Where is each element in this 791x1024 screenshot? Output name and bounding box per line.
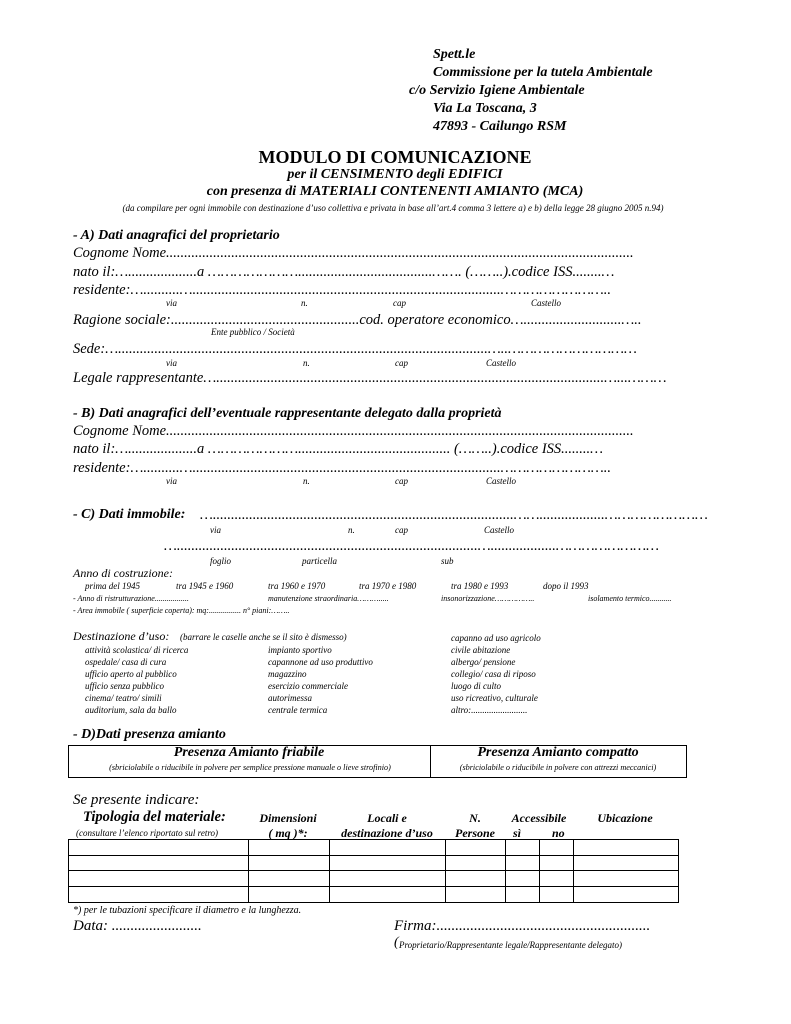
b-res-label-castello: Castello xyxy=(486,476,517,486)
anno-option-3[interactable]: tra 1960 e 1970 xyxy=(268,581,326,591)
c-label-sub: sub xyxy=(441,556,454,566)
address-line-4: Via La Toscana, 3 xyxy=(433,101,537,116)
form-subtitle-2: con presenza di MATERIALI CONTENENTI AMIANTO (MCA) xyxy=(206,184,584,199)
col-ubicazione-header: Ubicazione xyxy=(597,811,653,825)
b-res-label-n: n. xyxy=(303,476,310,486)
a-sede-label-via: via xyxy=(166,358,177,368)
anno-costruzione-label: Anno di costruzione: xyxy=(73,566,173,580)
footnote: *) per le tubazioni specificare il diametro e la lunghezza. xyxy=(73,905,302,916)
materials-table-border xyxy=(68,839,679,903)
b-res-label-via: via xyxy=(166,476,177,486)
col-persone-sub: Persone xyxy=(455,826,495,840)
table-col-divider xyxy=(505,839,506,902)
dest-option[interactable]: civile abitazione xyxy=(451,645,511,655)
b-res-label-cap: cap xyxy=(395,476,408,486)
manutenzione-field[interactable]: manutenzione straordinaria………..... xyxy=(268,594,389,603)
dest-option[interactable]: attività scolastica/ di ricerca xyxy=(85,645,189,655)
firma-field[interactable]: Firma:......................................................... xyxy=(394,918,651,934)
a-res-label-via: via xyxy=(166,298,177,308)
dest-option[interactable]: autorimessa xyxy=(268,693,313,703)
table-col-divider xyxy=(248,839,249,902)
table-row-divider xyxy=(68,870,678,871)
col-dimensioni-header: Dimensioni xyxy=(259,811,317,825)
dest-option[interactable]: cinema/ teatro/ simili xyxy=(85,693,162,703)
dest-option[interactable]: auditorium, sala da ballo xyxy=(85,705,177,715)
compatto-note: (sbriciolabile o riducibile in polvere con attrezzi meccanici) xyxy=(459,763,657,772)
a-ragione-sociale-field[interactable]: Ragione sociale:....................................................cod. operatore economico…...........................….. xyxy=(73,312,642,328)
col-accessibile-header: Accessibile xyxy=(511,811,567,825)
a-res-label-n: n. xyxy=(301,298,308,308)
col-tipologia-note: (consultare l’elenco riportato sul retro) xyxy=(76,828,218,838)
friabile-title[interactable]: Presenza Amianto friabile xyxy=(173,745,325,760)
address-line-2: Commissione per la tutela Ambientale xyxy=(433,65,653,80)
a-res-label-cap: cap xyxy=(393,298,406,308)
col-accessibile-si: sì xyxy=(513,826,522,840)
table-row-divider xyxy=(68,855,678,856)
c-label-castello: Castello xyxy=(484,525,515,535)
dest-option[interactable]: capanno ad uso agricolo xyxy=(451,633,541,643)
c-address-field[interactable]: …...................................................................................……..................…………………… xyxy=(200,507,708,523)
dest-option[interactable]: ufficio senza pubblico xyxy=(85,681,164,691)
dest-option[interactable]: uso ricreativo, culturale xyxy=(451,693,538,703)
col-locali-header: Locali e xyxy=(367,811,407,825)
a-sede-label-castello: Castello xyxy=(486,358,517,368)
dest-option[interactable]: capannone ad uso produttivo xyxy=(268,657,373,667)
friabile-note: (sbriciolabile o riducibile in polvere per semplice pressione manuale o lieve strofinio) xyxy=(109,763,391,772)
c-label-via: via xyxy=(210,525,221,535)
anno-option-5[interactable]: tra 1980 e 1993 xyxy=(451,581,509,591)
a-sede-label-n: n. xyxy=(303,358,310,368)
table-col-divider xyxy=(445,839,446,902)
form-subtitle-1: per il CENSIMENTO degli EDIFICI xyxy=(287,167,503,182)
table-col-divider xyxy=(329,839,330,902)
dest-option[interactable]: ufficio aperto al pubblico xyxy=(85,669,177,679)
anno-option-6[interactable]: dopo il 1993 xyxy=(543,581,589,591)
section-c-heading: - C) Dati immobile: xyxy=(73,507,186,522)
dest-option[interactable]: altro:......................... xyxy=(451,705,528,715)
anno-option-1[interactable]: prima del 1945 xyxy=(85,581,140,591)
address-line-5: 47893 - Cailungo RSM xyxy=(433,119,567,134)
table-col-divider xyxy=(539,839,540,902)
a-nato-field[interactable]: nato il:…...................a ………………….....................................……. (……..).codice ISS........… xyxy=(73,264,615,280)
anno-option-2[interactable]: tra 1945 e 1960 xyxy=(176,581,234,591)
data-field[interactable]: Data: ........................ xyxy=(73,918,202,934)
dest-option[interactable]: centrale termica xyxy=(268,705,328,715)
firma-note-paren: ( xyxy=(394,935,399,950)
presence-divider xyxy=(430,745,431,777)
a-sede-field[interactable]: Sede:…......................................................................................................…..………………………… xyxy=(73,341,637,357)
a-res-label-castello: Castello xyxy=(531,298,562,308)
b-nato-field[interactable]: nato il:…...................a ………………….......................................... (……..).codice ISS........… xyxy=(73,441,604,457)
firma-note: Proprietario/Rappresentante legale/Rappresentante delegato) xyxy=(399,940,622,950)
dest-option[interactable]: luogo di culto xyxy=(451,681,501,691)
c-label-foglio: foglio xyxy=(210,556,232,566)
dest-option[interactable]: collegio/ casa di riposo xyxy=(451,669,536,679)
address-line-1: Spett.le xyxy=(433,47,476,62)
section-a-heading: - A) Dati anagrafici del proprietario xyxy=(73,228,280,243)
se-presente-label: Se presente indicare: xyxy=(73,792,200,808)
insonorizzazione-field[interactable]: insonorizzazione…………….. xyxy=(441,594,535,603)
destinazione-label: Destinazione d’uso: xyxy=(73,629,170,643)
compatto-title[interactable]: Presenza Amianto compatto xyxy=(477,745,639,760)
col-persone-header: N. xyxy=(469,811,481,825)
form-note: (da compilare per ogni immobile con destinazione d’uso collettiva e privata in base all’art.4 comma 3 lettere a) e b) della legge 28 giugno 2005 n.94) xyxy=(122,203,664,213)
dest-option[interactable]: impianto sportivo xyxy=(268,645,332,655)
col-locali-sub: destinazione d’uso xyxy=(341,826,433,840)
dest-option[interactable]: albergo/ pensione xyxy=(451,657,516,667)
area-immobile-field[interactable]: - Area immobile ( superficie coperta): mq:................ n° piani:…….. xyxy=(73,606,290,615)
section-b-heading: - B) Dati anagrafici dell’eventuale rappresentante delegato dalla proprietà xyxy=(73,406,502,421)
isolamento-field[interactable]: isolamento termico........... xyxy=(588,594,672,603)
section-d-heading: - D)Dati presenza amianto xyxy=(73,727,226,742)
a-ente-label: Ente pubblico / Società xyxy=(211,327,295,337)
a-cognome-field[interactable]: Cognome Nome................................................................................................................................. xyxy=(73,245,634,261)
b-cognome-field[interactable]: Cognome Nome................................................................................................................................. xyxy=(73,423,634,439)
form-title: MODULO DI COMUNICAZIONE xyxy=(258,147,532,167)
ristrutturazione-field[interactable]: - Anno di ristrutturazione................. xyxy=(73,594,189,603)
c-label-cap: cap xyxy=(395,525,408,535)
c-catasto-field[interactable]: …...................................................................................…..................…………………… xyxy=(164,538,660,554)
a-residente-field[interactable]: residente:…..........….....................................................................................…………………….. xyxy=(73,282,611,298)
b-residente-field[interactable]: residente:…..........….....................................................................................…………………….. xyxy=(73,460,611,476)
dest-option[interactable]: ospedale/ casa di cura xyxy=(85,657,167,667)
anno-option-4[interactable]: tra 1970 e 1980 xyxy=(359,581,417,591)
c-label-n: n. xyxy=(348,525,355,535)
c-label-particella: particella xyxy=(302,556,337,566)
address-line-3: c/o Servizio Igiene Ambientale xyxy=(409,83,585,98)
col-accessibile-no: no xyxy=(552,826,565,840)
dest-option[interactable]: esercizio commerciale xyxy=(268,681,349,691)
col-tipologia-header: Tipologia del materiale: xyxy=(83,809,226,825)
a-legale-field[interactable]: Legale rappresentante…...........................................................................................................…...……… xyxy=(73,370,667,386)
a-sede-label-cap: cap xyxy=(395,358,408,368)
destinazione-note: (barrare le caselle anche se il sito è dismesso) xyxy=(180,632,347,642)
col-dimensioni-unit: ( mq )*: xyxy=(268,826,308,840)
table-row-divider xyxy=(68,886,678,887)
table-col-divider xyxy=(573,839,574,902)
dest-option[interactable]: magazzino xyxy=(268,669,307,679)
